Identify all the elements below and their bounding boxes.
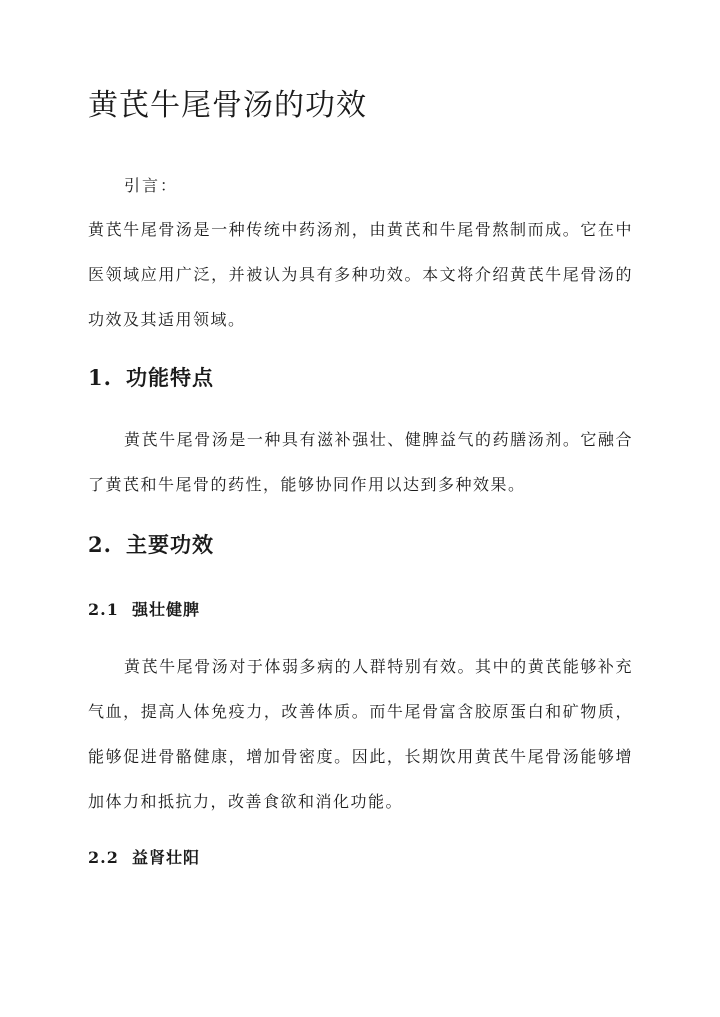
section-1-paragraph: 黄芪牛尾骨汤是一种具有滋补强壮、健脾益气的药膳汤剂。它融合了黄芪和牛尾骨的药性，能够协同作用以达到多种效果。 (88, 430, 633, 494)
subsection-2-2-number: 2.2 (88, 848, 119, 867)
subsection-2-2-title: 益肾壮阳 (132, 848, 201, 867)
subsection-2-1-number: 2.1 (88, 600, 119, 619)
section-1-heading (88, 362, 214, 394)
section-2-number: 2. (88, 532, 112, 557)
subsection-2-1-title: 强壮健脾 (132, 600, 201, 619)
section-1-title: 功能特点 (126, 365, 214, 390)
subsection-2-1-paragraph: 黄芪牛尾骨汤对于体弱多病的人群特别有效。其中的黄芪能够补充气血，提高人体免疫力，改善体质。而牛尾骨富含胶原蛋白和矿物质，能够促进骨骼健康，增加骨密度。因此，长期饮用黄芪牛尾骨汤能够增加体力和抵抗力，改善食欲和消化功能。 (88, 657, 633, 811)
subsection-2-2-heading (88, 844, 200, 872)
subsection-2-1-heading (88, 596, 200, 624)
section-2-heading (88, 529, 214, 561)
section-1-number: 1. (88, 365, 112, 390)
intro-paragraph: 黄芪牛尾骨汤是一种传统中药汤剂，由黄芪和牛尾骨熬制而成。它在中医领域应用广泛，并被认为具有多种功效。本文将介绍黄芪牛尾骨汤的功效及其适用领域。 (88, 220, 633, 329)
section-2-title: 主要功效 (126, 532, 214, 557)
intro-label: 引言： (124, 176, 179, 195)
document-title: 黄芪牛尾骨汤的功效 (88, 88, 367, 123)
